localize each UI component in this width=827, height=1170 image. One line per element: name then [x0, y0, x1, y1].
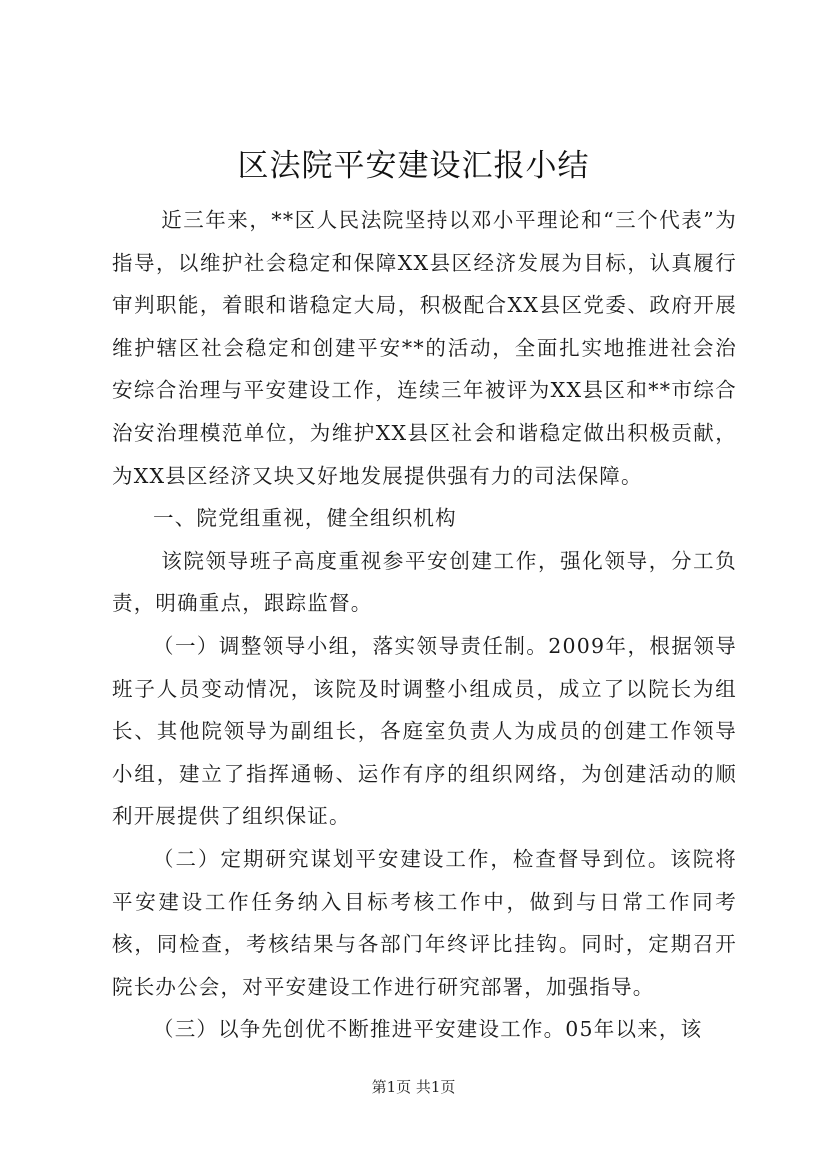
page-number-footer: 第1页 共1页 [371, 1078, 456, 1096]
subsection-3-paragraph: （三）以争先创优不断推进平安建设工作。05年以来，该 [153, 1017, 703, 1042]
document-title: 区法院平安建设汇报小结 [237, 148, 590, 184]
intro-paragraph: 近三年来，**区人民法院坚持以邓小平理论和“三个代表”为指导，以维护社会稳定和保障XX县区经济发展为目标，认真履行审判职能，着眼和谐稳定大局，积极配合XX县区党委、政府开展维护辖区社会稳定和创建平安**的活动，全面扎实地推进社会治安综合治理与平安建设工作，连续三年被评为XX县区和**市综合治安治理模范单位，为维护XX县区社会和谐稳定做出积极贡献，为XX县区经济又块又好地发展提供强有力的司法保障。 [112, 208, 737, 488]
document-body [112, 199, 737, 1051]
subsection-2-paragraph: （二）定期研究谋划平安建设工作，检查督导到位。该院将平安建设工作任务纳入目标考核工作中，做到与日常工作同考核，同检查，考核结果与各部门年终评比挂钩。同时，定期召开院长办公会，对平安建设工作进行研究部署，加强指导。 [112, 846, 737, 999]
subsection-1-paragraph: （一）调整领导小组，落实领导责任制。2009年，根据领导班子人员变动情况，该院及时调整小组成员，成立了以院长为组长、其他院领导为副组长，各庭室负责人为成员的创建工作领导小组，建立了指挥通畅、运作有序的组织网络，为创建活动的顺利开展提供了组织保证。 [112, 633, 737, 829]
section-1-paragraph: 该院领导班子高度重视参平安创建工作，强化领导，分工负责，明确重点，跟踪监督。 [112, 548, 737, 616]
section-heading-1: 一、院党组重视，健全组织机构 [153, 506, 457, 531]
